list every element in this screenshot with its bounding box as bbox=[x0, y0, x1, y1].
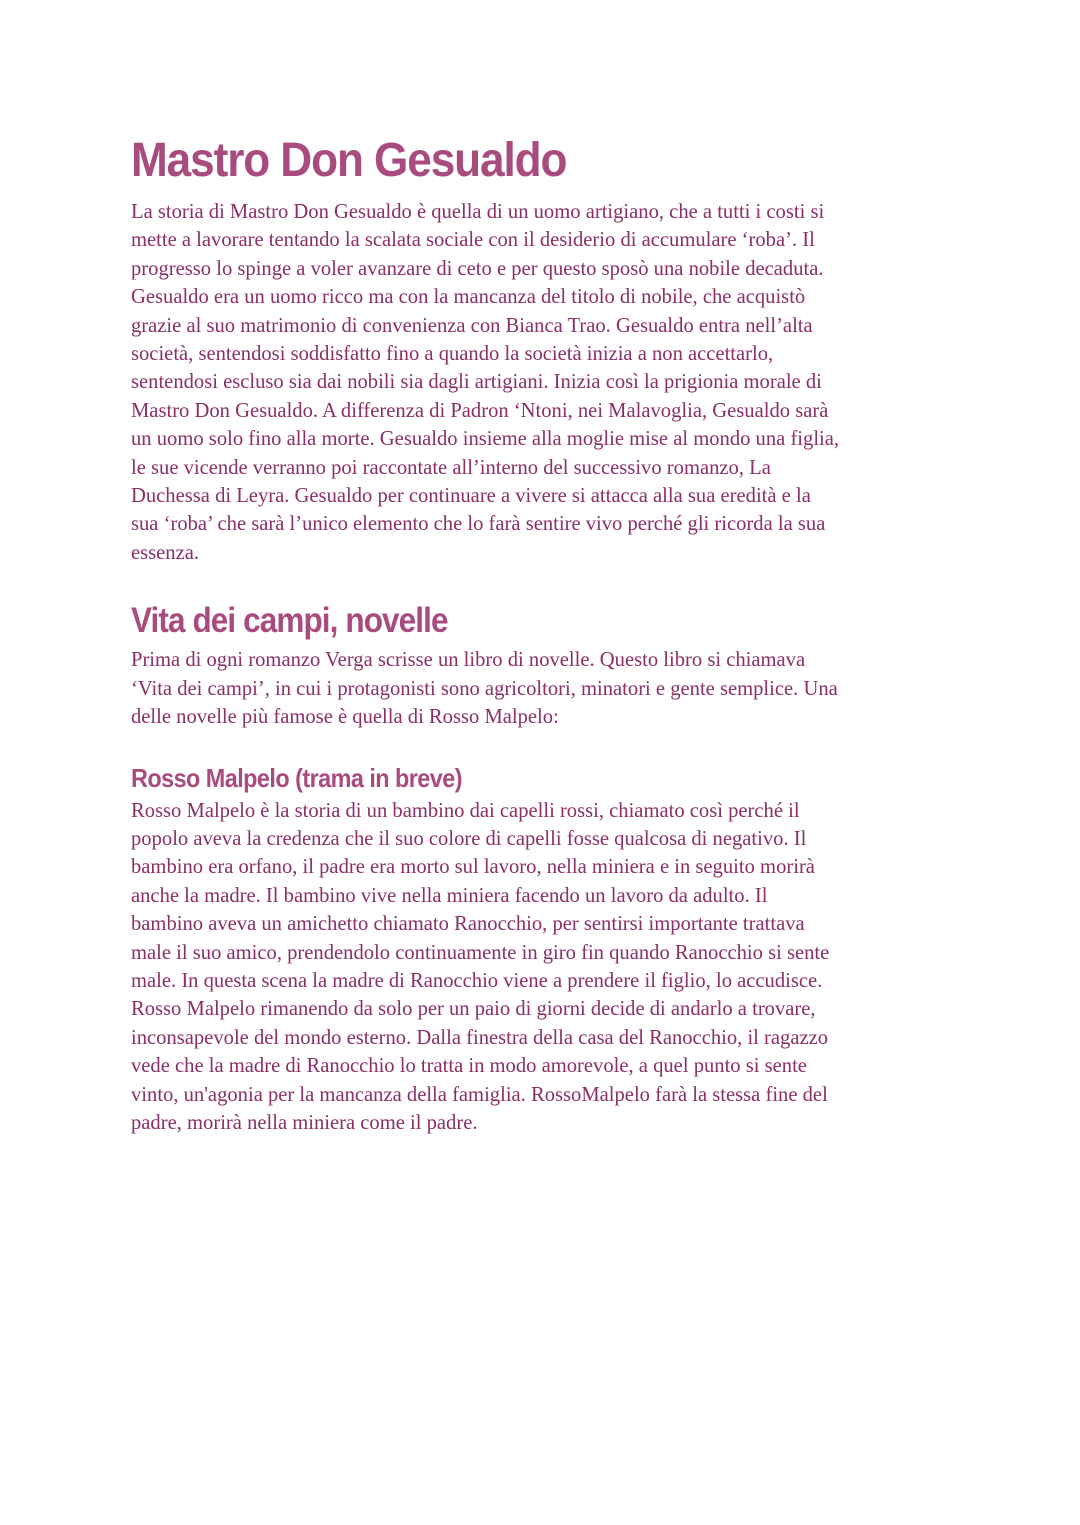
text-line: padre, morirà nella miniera come il padre. bbox=[131, 1111, 478, 1134]
text-line: Gesualdo era un uomo ricco ma con la mancanza del titolo di nobile, che acquistò bbox=[131, 286, 806, 309]
text-line: sua ‘roba’ che sarà l’unico elemento che lo farà sentire vivo perché gli ricorda la sua bbox=[131, 513, 826, 536]
text-line: popolo aveva la credenza che il suo colore di capelli fosse qualcosa di negativo. Il bbox=[131, 827, 807, 850]
text-line: Prima di ogni romanzo Verga scrisse un libro di novelle. Questo libro si chiamava bbox=[131, 649, 806, 672]
text-line: inconsapevole del mondo esterno. Dalla finestra della casa del Ranocchio, il ragazzo bbox=[131, 1026, 829, 1049]
text-line: essenza. bbox=[131, 541, 200, 564]
paragraph-rosso-malpelo bbox=[131, 797, 951, 1138]
text-line: bambino era orfano, il padre era morto sul lavoro, nella miniera e in seguito morirà bbox=[131, 856, 815, 879]
text-line: società, sentendosi soddisfatto fino a quando la società inizia a non accettarlo, bbox=[131, 343, 774, 366]
document-title: Mastro Don Gesualdo bbox=[131, 134, 567, 187]
text-line: Rosso Malpelo è la storia di un bambino dai capelli rossi, chiamato così perché il bbox=[131, 799, 800, 822]
text-line: grazie al suo matrimonio di convenienza con Bianca Trao. Gesualdo entra nell’alta bbox=[131, 314, 813, 337]
text-line: Duchessa di Leyra. Gesualdo per continuare a vivere si attacca alla sua eredità e la bbox=[131, 485, 811, 508]
paragraph-vita-dei-campi bbox=[131, 646, 951, 731]
text-line: La storia di Mastro Don Gesualdo è quella di un uomo artigiano, che a tutti i costi si bbox=[131, 201, 825, 223]
text-line: Rosso Malpelo rimanendo da solo per un paio di giorni decide di andarlo a trovare, bbox=[131, 998, 816, 1021]
text-line: bambino aveva un amichetto chiamato Ranocchio, per sentirsi importante trattava bbox=[131, 913, 805, 936]
text-line: anche la madre. Il bambino vive nella miniera facendo un lavoro da adulto. Il bbox=[131, 884, 768, 907]
subsection-heading-rosso-malpelo: Rosso Malpelo (trama in breve) bbox=[131, 762, 462, 793]
text-line: male il suo amico, prendendolo continuamente in giro fin quando Ranocchio si sente bbox=[131, 941, 830, 964]
text-line: sentendosi escluso sia dai nobili sia dagli artigiani. Inizia così la prigionia morale di bbox=[131, 371, 822, 394]
paragraph-mastro-don-gesualdo bbox=[131, 198, 951, 567]
text-line: ‘Vita dei campi’, in cui i protagonisti sono agricoltori, minatori e gente semplice. Una bbox=[131, 677, 838, 700]
text-line: vinto, un'agonia per la mancanza della famiglia. RossoMalpelo farà la stessa fine del bbox=[131, 1083, 828, 1106]
section-heading-vita-dei-campi: Vita dei campi, novelle bbox=[131, 601, 448, 641]
text-line: un uomo solo fino alla morte. Gesualdo insieme alla moglie mise al mondo una figlia, bbox=[131, 428, 840, 451]
text-line: Mastro Don Gesualdo. A differenza di Padron ‘Ntoni, nei Malavoglia, Gesualdo sarà bbox=[131, 399, 829, 422]
document-page bbox=[131, 132, 951, 1137]
text-line: vede che la madre di Ranocchio lo tratta in modo amorevole, a quel punto si sente bbox=[131, 1055, 807, 1078]
text-line: delle novelle più famose è quella di Rosso Malpelo: bbox=[131, 706, 559, 729]
text-line: mette a lavorare tentando la scalata sociale con il desiderio di accumulare ‘roba’. Il bbox=[131, 229, 815, 252]
text-line: le sue vicende verranno poi raccontate all’interno del successivo romanzo, La bbox=[131, 456, 771, 479]
text-line: progresso lo spinge a voler avanzare di ceto e per questo sposò una nobile decaduta. bbox=[131, 257, 824, 280]
text-line: male. In questa scena la madre di Ranocchio viene a prendere il figlio, lo accudisce. bbox=[131, 969, 823, 992]
